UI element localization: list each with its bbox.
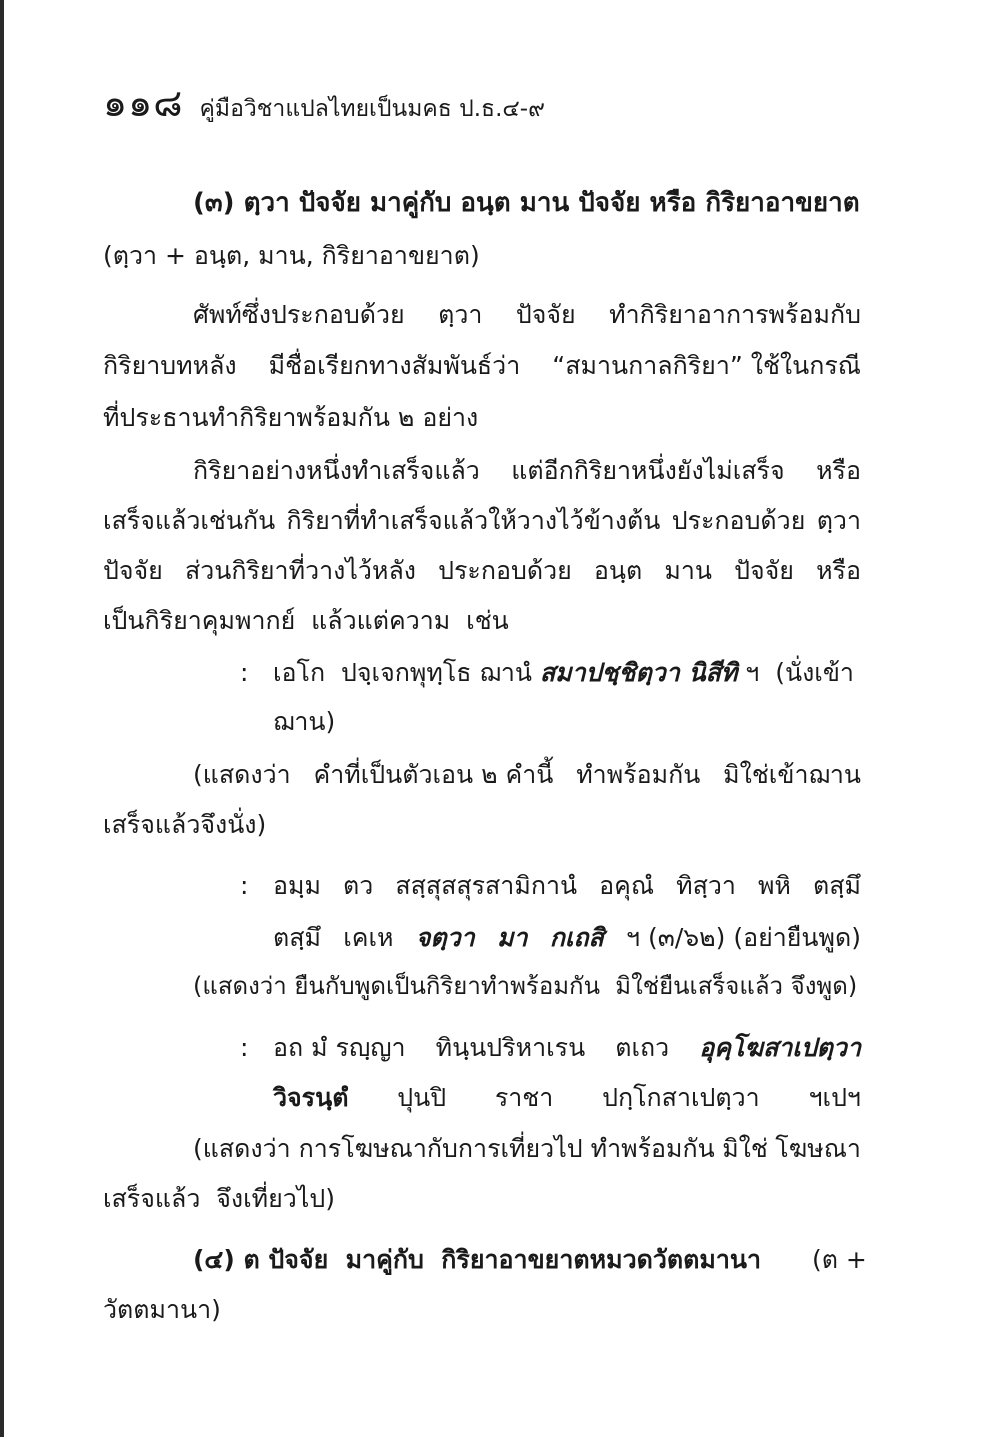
word: มิใช่เข้าฌาน [723,760,861,789]
example1-text-end: ฯ (นั่งเข้า [737,658,854,687]
word: อถ มํ รญฺญา [273,1033,406,1062]
example2-colon: : [240,871,249,900]
example1-emphasis: สมาปชฺชิตฺวา นิสีทิ [539,658,738,687]
word: มิใช่ [722,1134,768,1163]
word: ฯเปฯ [808,1083,861,1112]
word: ราชา [494,1083,554,1112]
example2-note: (แสดงว่า ยืนกับพูดเป็นกิริยาทำพร้อมกัน มิใช่ยืนเสร็จแล้ว จึงพูด) [193,972,858,1000]
emphasis-word: จตฺวา [415,923,475,952]
emphasis-word: กเถสิ [549,923,604,952]
word: ตเถว [615,1033,670,1062]
word: กิริยาที่ทำเสร็จแล้วให้วางไว้ข้างต้น [286,506,661,535]
word: “สมานกาลกิริยา” ใช้ในกรณี [552,351,861,380]
word: หรือ [816,456,861,485]
word: ปุนปิ [397,1083,447,1112]
word: ประกอบด้วย [438,556,572,585]
page-number: ๑๑๘ [103,81,184,125]
word: หรือ [816,556,861,585]
word: อมฺม [273,871,321,900]
section3-formula: (ตฺวา + อนฺต, มาน, กิริยาอาขยาต) [103,241,480,270]
word: เสร็จแล้วเช่นกัน [103,506,276,535]
example3-colon: : [240,1033,249,1062]
word: พหิ [757,871,791,900]
example1-line2: ฌาน) [273,707,336,736]
example3-line1 [273,1035,861,1060]
section4-formula-end: วัตตมานา) [103,1295,221,1324]
page-header [103,81,545,125]
word: เคเห [343,923,394,952]
word: ตว [343,871,374,900]
word: แต่อีกกิริยาหนึ่งยังไม่เสร็จ [511,456,785,485]
word: ปัจจัย [103,556,163,585]
word: มาน [664,556,712,585]
section3-heading: (๓) ตฺวา ปัจจัย มาคู่กับ อนฺต มาน ปัจจัย หรือ กิริยาอาขยาต [193,188,860,218]
example1-note-line2: เสร็จแล้วจึงนั่ง) [103,810,267,839]
word: ส่วนกิริยาที่วางไว้หลัง [184,556,416,585]
word: อคุณํ [599,871,655,900]
word: ทำพร้อมกัน [576,760,701,789]
word: ฯ (๓/๖๒) (อย่ายืนพูด) [626,923,861,952]
word: อนฺต [593,556,643,585]
emphasis-word: มา [496,923,528,952]
emphasis-word: วิจรนฺตํ [273,1083,349,1112]
para2-line4: เป็นกิริยาคุมพากย์ แล้วแต่ความ เช่น [103,606,509,635]
word: ศัพท์ซึ่งประกอบด้วย [193,300,405,329]
section4-formula-start: (ต + [812,1245,867,1274]
word: (แสดงว่า การโฆษณากับการเที่ยวไป ทำพร้อมกัน [193,1134,715,1163]
para1-line2 [103,353,861,378]
example1-colon: : [240,658,249,687]
word: ตสฺมึ [812,871,861,900]
example3-note-line2: เสร็จแล้ว จึงเที่ยวไป) [103,1184,336,1213]
section4-heading: (๔) ต ปัจจัย มาคู่กับ กิริยาอาขยาตหมวดวัตตมานา [193,1245,761,1274]
word: มีชื่อเรียกทางสัมพันธ์ว่า [268,351,521,380]
word: คำที่เป็นตัวเอน ๒ คำนี้ [313,760,554,789]
para2-line2 [103,508,861,533]
word: ตสฺมึ [273,923,321,952]
word: กิริยาบทหลัง [103,351,237,380]
page-edge-border [0,0,4,1437]
word: ปกฺโกสาเปตฺวา [602,1083,760,1112]
word: (แสดงว่า [193,760,291,789]
example1-text: เอโก ปจฺเจกพุทฺโธ ฌานํ [273,658,540,687]
emphasis-word: อุคฺโฆสาเปตฺวา [699,1033,861,1062]
para1-line3: ที่ประธานทำกิริยาพร้อมกัน ๒ อย่าง [103,403,479,432]
para2-line3 [103,558,861,583]
word: สสฺสุสสุรสามิกานํ [395,871,578,900]
example3-line2 [273,1085,861,1110]
book-title: คู่มือวิชาแปลไทยเป็นมคธ ป.ธ.๔-๙ [199,96,545,122]
example1-line1 [273,660,854,685]
example2-line2 [273,925,861,950]
example3-note-line1 [193,1136,861,1161]
word: ตฺวา [816,506,861,535]
word: ทำกิริยาอาการพร้อมกับ [609,300,861,329]
word: กิริยาอย่างหนึ่งทำเสร็จแล้ว [193,456,480,485]
word: โฆษณา [775,1134,861,1163]
example1-note-line1 [193,762,861,787]
word: ประกอบด้วย [671,506,806,535]
word: ปัจจัย [734,556,794,585]
word: ปัจจัย [515,300,576,329]
para1-line1 [193,302,861,327]
word: ตฺวา [438,300,483,329]
example2-line1 [273,873,861,898]
word: ทินฺนปริหาเรน [435,1033,586,1062]
word: ทิสฺวา [676,871,736,900]
para2-line1 [193,458,861,483]
